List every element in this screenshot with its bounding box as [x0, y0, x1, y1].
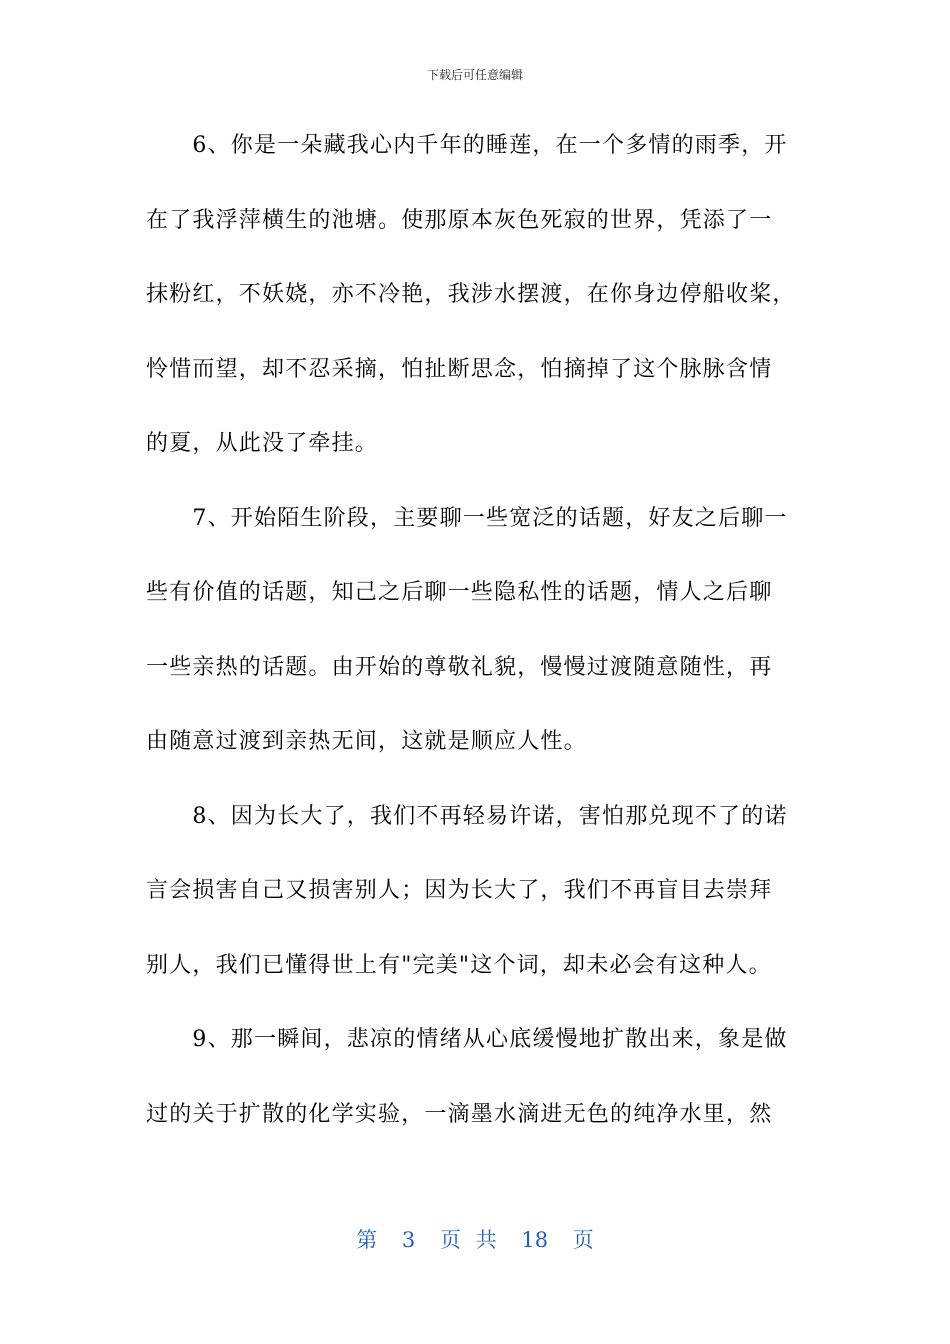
text-line: 过的关于扩散的化学实验，一滴墨水滴进无色的纯净水里，然 — [146, 1101, 773, 1127]
footer-prefix: 第 — [356, 1228, 378, 1252]
text-line: 由随意过渡到亲热无间，这就是顺应人性。 — [146, 729, 587, 754]
text-line: 怜惜而望，却不忍采摘，怕扯断思念，怕摘掉了这个脉脉含情 — [146, 356, 773, 382]
footer-suffix: 页 — [572, 1228, 594, 1252]
text-line: 8、因为长大了，我们不再轻易许诺，害怕那兑现不了的诺 — [146, 803, 788, 829]
text-line: 言会损害自己又损害别人；因为长大了，我们不再盲目去崇拜 — [146, 878, 773, 903]
text-line: 些有价值的话题，知己之后聊一些隐私性的话题，情人之后聊 — [146, 580, 773, 605]
footer-mid: 页 共 — [439, 1228, 497, 1252]
page-header: 下载后可任意编辑 — [426, 68, 523, 82]
current-page-number: 3 — [401, 1228, 416, 1252]
text-line: 7、开始陌生阶段，主要聊一些宽泛的话题，好友之后聊一 — [146, 505, 788, 531]
text-line: 9、那一瞬间，悲凉的情绪从心底缓慢地扩散出来，象是做 — [146, 1027, 788, 1052]
total-page-count: 18 — [521, 1228, 549, 1252]
text-line: 一些亲热的话题。由开始的尊敬礼貌，慢慢过渡随意随性，再 — [146, 654, 773, 680]
document-body — [146, 120, 806, 1163]
text-line: 在了我浮萍横生的池塘。使那原本灰色死寂的世界，凭添了一 — [146, 207, 773, 233]
page-footer — [0, 1224, 950, 1254]
text-line: 6、你是一朵藏我心内千年的睡莲，在一个多情的雨季，开 — [146, 133, 788, 158]
text-line: 抹粉红，不妖娆，亦不冷艳，我涉水摆渡，在你身边停船收桨， — [146, 282, 796, 307]
text-line: 别人，我们已懂得世上有"完美"这个词，却未必会有这种人。 — [146, 952, 772, 978]
text-line: 的夏，从此没了牵挂。 — [146, 431, 379, 456]
